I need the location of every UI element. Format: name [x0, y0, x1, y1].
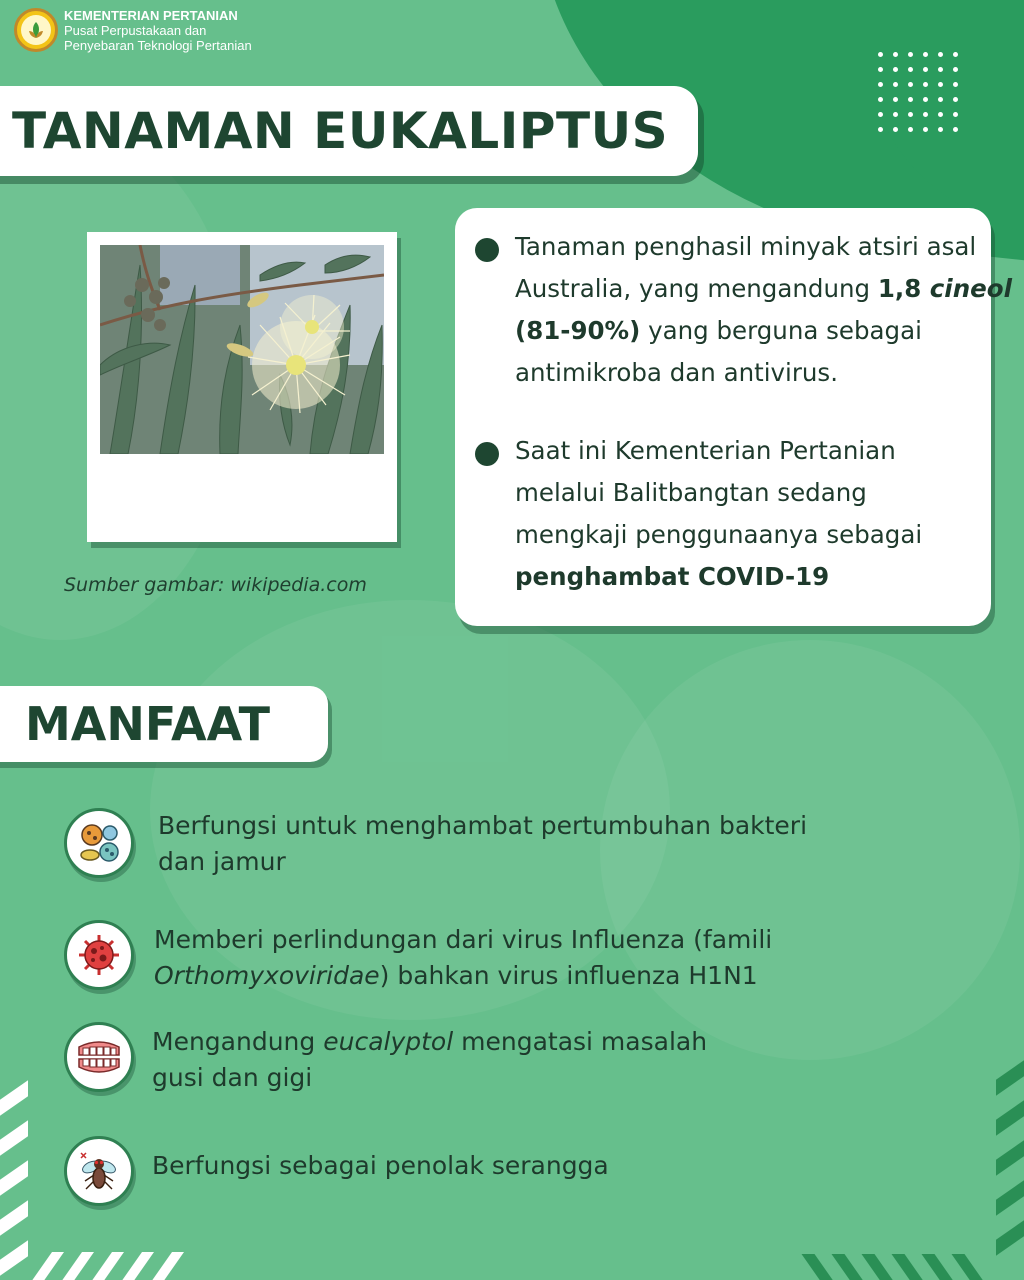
dot: [908, 97, 913, 102]
benefit-text: Berfungsi untuk menghambat pertumbuhan bakteri dan jamur: [158, 811, 808, 876]
dot: [923, 67, 928, 72]
virus-icon: [64, 920, 134, 990]
dot: [893, 97, 898, 102]
dot: [938, 67, 943, 72]
dot: [908, 67, 913, 72]
stripes-bottom-right: [996, 1070, 1024, 1280]
dot: [953, 97, 958, 102]
photo-frame: [87, 232, 397, 542]
manfaat-banner: [0, 686, 328, 762]
dot: [893, 82, 898, 87]
bacteria-icon: [64, 808, 134, 878]
info-text-covid: Saat ini Kementerian Pertanian melalui Balitbangtan sedang mengkaji penggunaanya sebagai penghambat COVID-19: [515, 436, 923, 591]
dot: [938, 82, 943, 87]
dot: [908, 82, 913, 87]
dot: [923, 97, 928, 102]
dot: [938, 52, 943, 57]
dot: [878, 67, 883, 72]
stripes-bottom-right-2: [806, 1250, 996, 1280]
dot: [878, 97, 883, 102]
dot: [953, 127, 958, 132]
dot: [908, 112, 913, 117]
dot: [893, 112, 898, 117]
title-banner: [0, 86, 698, 176]
org-name: KEMENTERIAN PERTANIAN: [64, 8, 238, 23]
dot: [908, 52, 913, 57]
section-heading: MANFAAT: [25, 697, 271, 751]
info-text-origin: Tanaman penghasil minyak atsiri asal Australia, yang mengandung 1,8 cineol (81-90%) yang berguna sebagai antimikroba dan antivirus.: [515, 232, 1012, 387]
org-unit-line1: Pusat Perpustakaan dan: [64, 23, 207, 38]
bullet-icon: [475, 442, 499, 466]
dot: [938, 112, 943, 117]
mosquito-icon: [64, 1136, 134, 1206]
dot: [878, 127, 883, 132]
dot: [953, 67, 958, 72]
dot: [938, 127, 943, 132]
dot: [923, 82, 928, 87]
eucalyptus-flower-photo: [100, 245, 384, 454]
dot: [893, 127, 898, 132]
dot: [893, 67, 898, 72]
dot: [953, 52, 958, 57]
org-unit-line2: Penyebaran Teknologi Pertanian: [64, 38, 252, 53]
dot: [878, 52, 883, 57]
stripes-bottom-left: [0, 1080, 30, 1280]
dot: [953, 82, 958, 87]
info-card: [455, 208, 1012, 626]
benefit-text: Mengandung eucalyptol mengatasi masalah gusi dan gigi: [152, 1027, 708, 1092]
dot: [878, 112, 883, 117]
benefit-text: Berfungsi sebagai penolak serangga: [152, 1151, 609, 1180]
dot: [878, 82, 883, 87]
ministry-emblem-icon: [14, 8, 58, 52]
dot: [923, 112, 928, 117]
benefit-text: Memberi perlindungan dari virus Influenza (famili Orthomyxoviridae) bahkan virus influenza H1N1: [154, 925, 773, 990]
dot-grid-decoration: [878, 52, 960, 134]
dot: [938, 97, 943, 102]
stripes-bottom-left-2: [30, 1244, 190, 1280]
photo-caption: Sumber gambar: wikipedia.com: [64, 574, 367, 596]
dot: [923, 127, 928, 132]
dot: [923, 52, 928, 57]
dot: [953, 112, 958, 117]
page-title: TANAMAN EUKALIPTUS: [12, 102, 669, 160]
ministry-logo-block: [14, 8, 252, 53]
dot: [893, 52, 898, 57]
dot: [908, 127, 913, 132]
bullet-icon: [475, 238, 499, 262]
teeth-icon: [64, 1022, 134, 1092]
